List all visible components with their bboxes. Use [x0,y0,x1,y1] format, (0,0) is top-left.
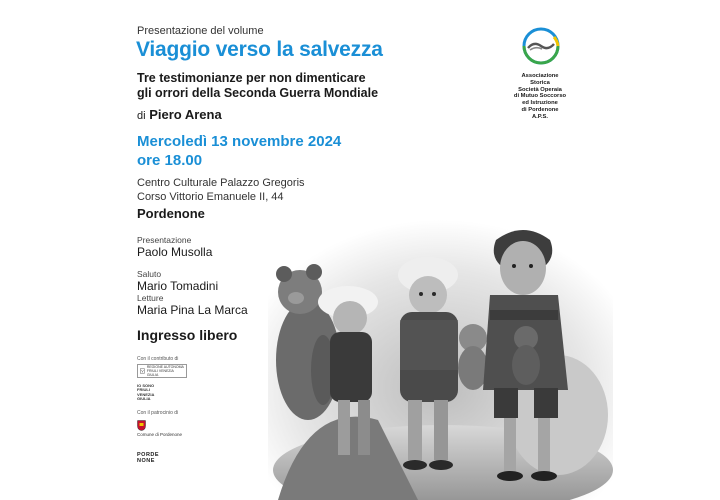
contribution-label: Con il contributo di [137,356,179,362]
pordenone-logo [137,452,159,464]
assoc-line-3: Società Operaia [518,86,562,93]
event-datetime [137,132,341,170]
children-photo [268,220,613,500]
assoc-line-5: ed Istruzione [522,100,558,107]
free-entry-label: Ingresso libero [137,327,238,343]
fvg-line-1: IO SONO [137,383,155,388]
pn-logo-line-2: NONE [137,458,155,464]
readings-role: Letture [137,293,164,303]
association-logo-icon [516,26,566,66]
region-logo [137,364,187,378]
fvg-logo [137,384,154,401]
assoc-line-1: Associazione [521,73,559,79]
subtitle-line-2: gli orrori della Seconda Guerra Mondiale [137,86,379,100]
venue-street: Corso Vittorio Emanuele II, 44 [137,191,284,203]
subtitle [137,71,437,101]
assoc-line-2: Storica [530,79,550,86]
city-logo-text: Comune di Pordenone [137,432,183,437]
region-logo-text: REGIONE AUTONOMA FRIULI VENEZIA GIULIA [146,365,184,377]
fvg-line-3: VENEZIA [137,391,155,397]
readings-person: Maria Pina La Marca [137,303,248,317]
pn-logo-line-1: PORDE [137,452,160,458]
venue-address [137,176,305,204]
event-time: ore 18.00 [137,152,203,169]
fvg-line-4: GIULIA [137,395,151,401]
presentation-person: Paolo Musolla [137,245,213,259]
patronage-label: Con il patrocinio di [137,410,179,416]
venue-name: Centro Culturale Palazzo Gregoris [137,177,305,189]
venue-city: Pordenone [137,206,205,221]
greeting-person: Mario Tomadini [137,279,219,293]
assoc-line-4: di Mutuo Soccorso [513,93,567,100]
event-date: Mercoledì 13 novembre 2024 [137,133,342,150]
author-prefix: di [137,110,146,122]
subtitle-line-1: Tre testimonianze per non dimenticare [137,71,366,85]
author-name: Piero Arena [149,107,222,122]
city-logo [137,420,182,437]
greeting-role: Saluto [137,269,162,279]
city-crest-icon [137,420,146,431]
kicker: Presentazione del volume [137,25,264,37]
fvg-line-2: FRIULI [137,387,150,393]
presentation-role: Presentazione [137,235,192,245]
assoc-line-6: di Pordenone [521,106,559,113]
author [137,107,222,122]
page-title: Viaggio verso la salvezza [136,38,383,61]
region-eagle-icon [140,366,145,376]
association-name [494,73,586,121]
assoc-line-7: A.P.S. [531,113,548,120]
